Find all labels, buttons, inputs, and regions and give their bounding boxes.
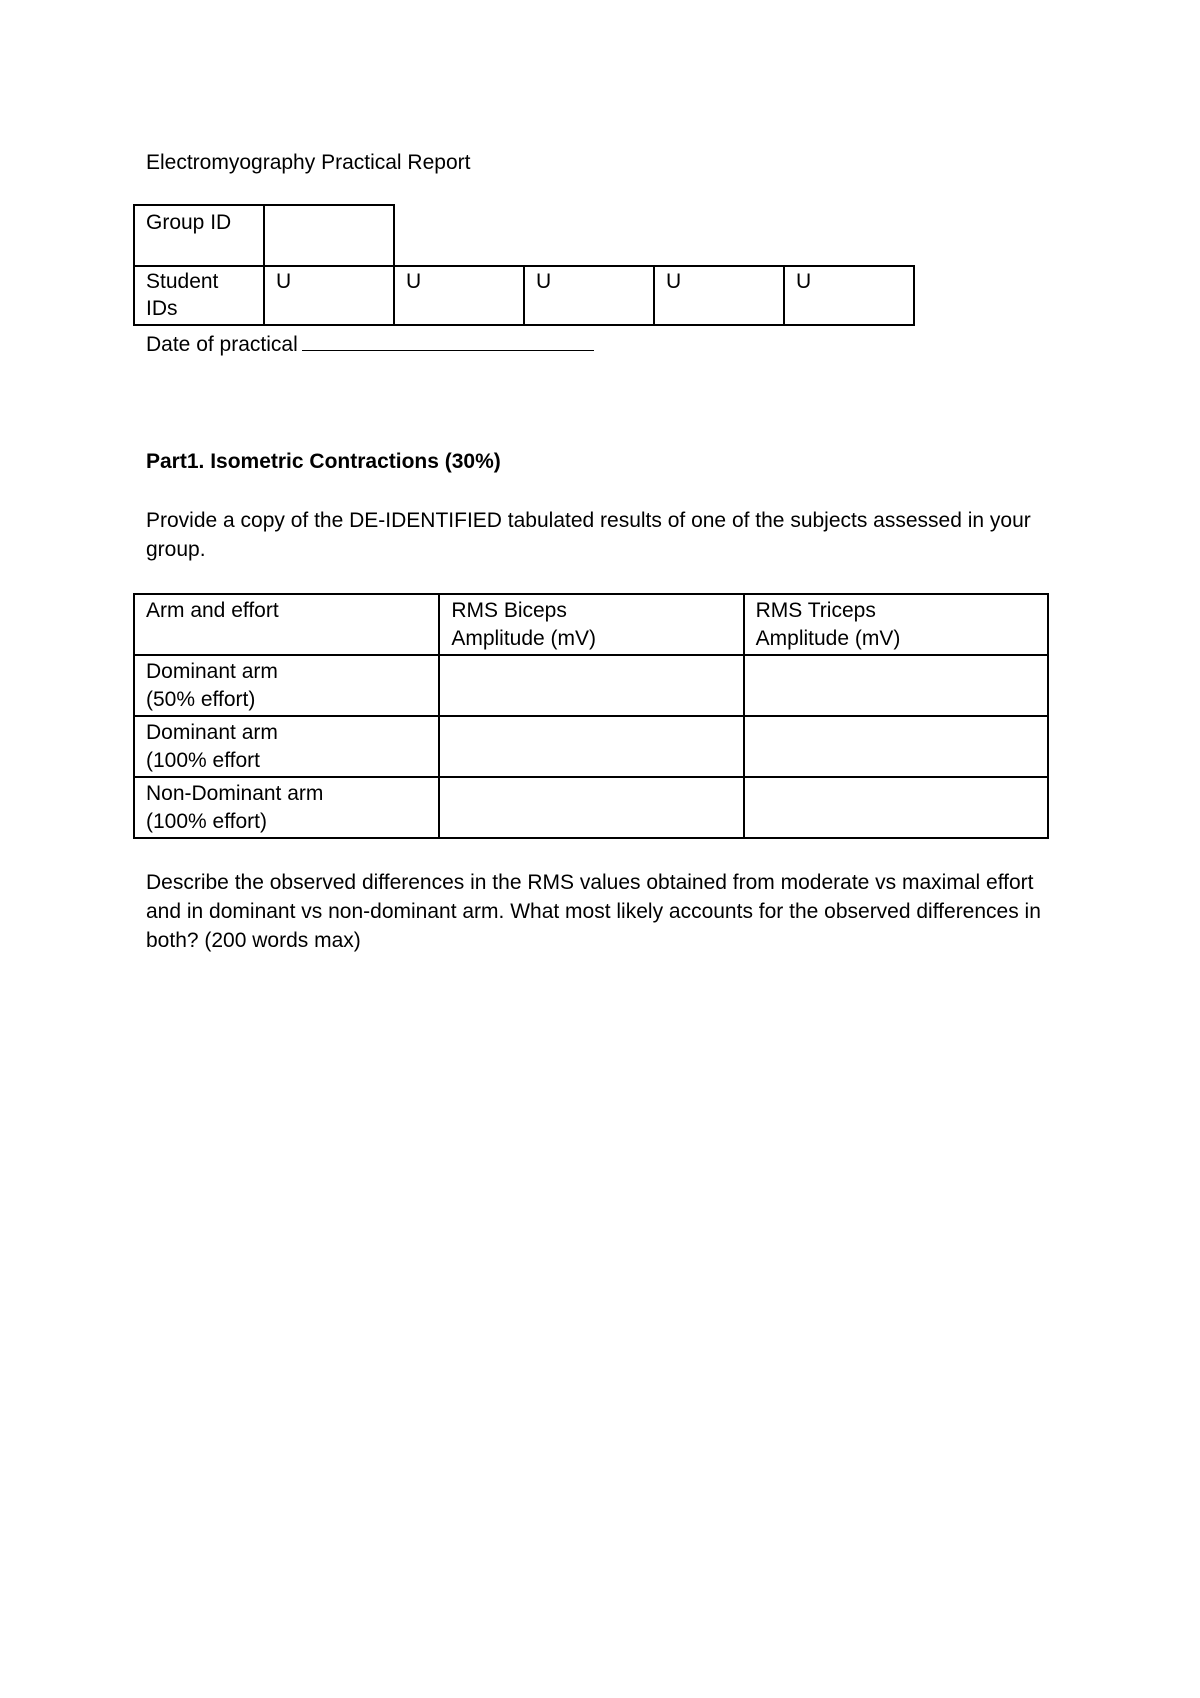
header-arm-effort: [134, 594, 439, 655]
table-row: [134, 655, 1048, 716]
biceps-value-cell[interactable]: [439, 716, 743, 777]
biceps-value-cell[interactable]: [439, 777, 743, 838]
blank-cell: [654, 205, 784, 266]
student-id-field[interactable]: U: [654, 266, 784, 325]
row-label-line: (100% effort): [146, 810, 268, 833]
row-label: [134, 655, 439, 716]
table-row: [134, 777, 1048, 838]
blank-cell: [784, 205, 914, 266]
part1-question: Describe the observed differences in the RMS values obtained from moderate vs maximal effort and in dominant vs non-dominant arm. What most likely accounts for the observed differences in both? (200 words max): [146, 871, 1041, 952]
student-id-field[interactable]: U: [784, 266, 914, 325]
document-title: Electromyography Practical Report: [146, 151, 471, 174]
row-label: [134, 716, 439, 777]
triceps-value-cell[interactable]: [744, 655, 1048, 716]
group-id-label: Group ID: [134, 205, 264, 266]
date-label: Date of practical: [146, 333, 298, 356]
triceps-value-cell[interactable]: [744, 716, 1048, 777]
triceps-value-cell[interactable]: [744, 777, 1048, 838]
header-rms-biceps: [439, 594, 743, 655]
row-label-line: (100% effort: [146, 749, 261, 772]
row-label-line: (50% effort): [146, 688, 256, 711]
student-ids-row: [134, 266, 914, 325]
part1-instructions: Provide a copy of the DE-IDENTIFIED tabulated results of one of the subjects assessed in your group.: [146, 509, 1031, 561]
student-id-field[interactable]: U: [264, 266, 394, 325]
group-id-row: [134, 205, 914, 266]
blank-cell: [524, 205, 654, 266]
student-id-field[interactable]: U: [394, 266, 524, 325]
student-id-field[interactable]: U: [524, 266, 654, 325]
header-line: RMS Triceps: [755, 599, 876, 622]
student-ids-label: Student IDs: [134, 266, 264, 325]
row-label-line: Dominant arm: [146, 660, 278, 683]
table-header-row: [134, 594, 1048, 655]
header-line: RMS Biceps: [451, 599, 567, 622]
results-table: [133, 593, 1049, 839]
header-line: Amplitude (mV): [451, 627, 597, 650]
header-rms-triceps: [744, 594, 1048, 655]
table-row: [134, 716, 1048, 777]
blank-cell: [394, 205, 524, 266]
date-blank-line[interactable]: [302, 328, 594, 351]
header-line: Arm and effort: [146, 599, 279, 622]
row-label-line: Dominant arm: [146, 721, 278, 744]
row-label: [134, 777, 439, 838]
header-line: Amplitude (mV): [755, 627, 901, 650]
id-table: [133, 204, 915, 326]
part1-heading: Part1. Isometric Contractions (30%): [146, 450, 501, 473]
biceps-value-cell[interactable]: [439, 655, 743, 716]
row-label-line: Non-Dominant arm: [146, 782, 324, 805]
group-id-field[interactable]: [264, 205, 394, 266]
date-of-practical: [146, 328, 594, 359]
